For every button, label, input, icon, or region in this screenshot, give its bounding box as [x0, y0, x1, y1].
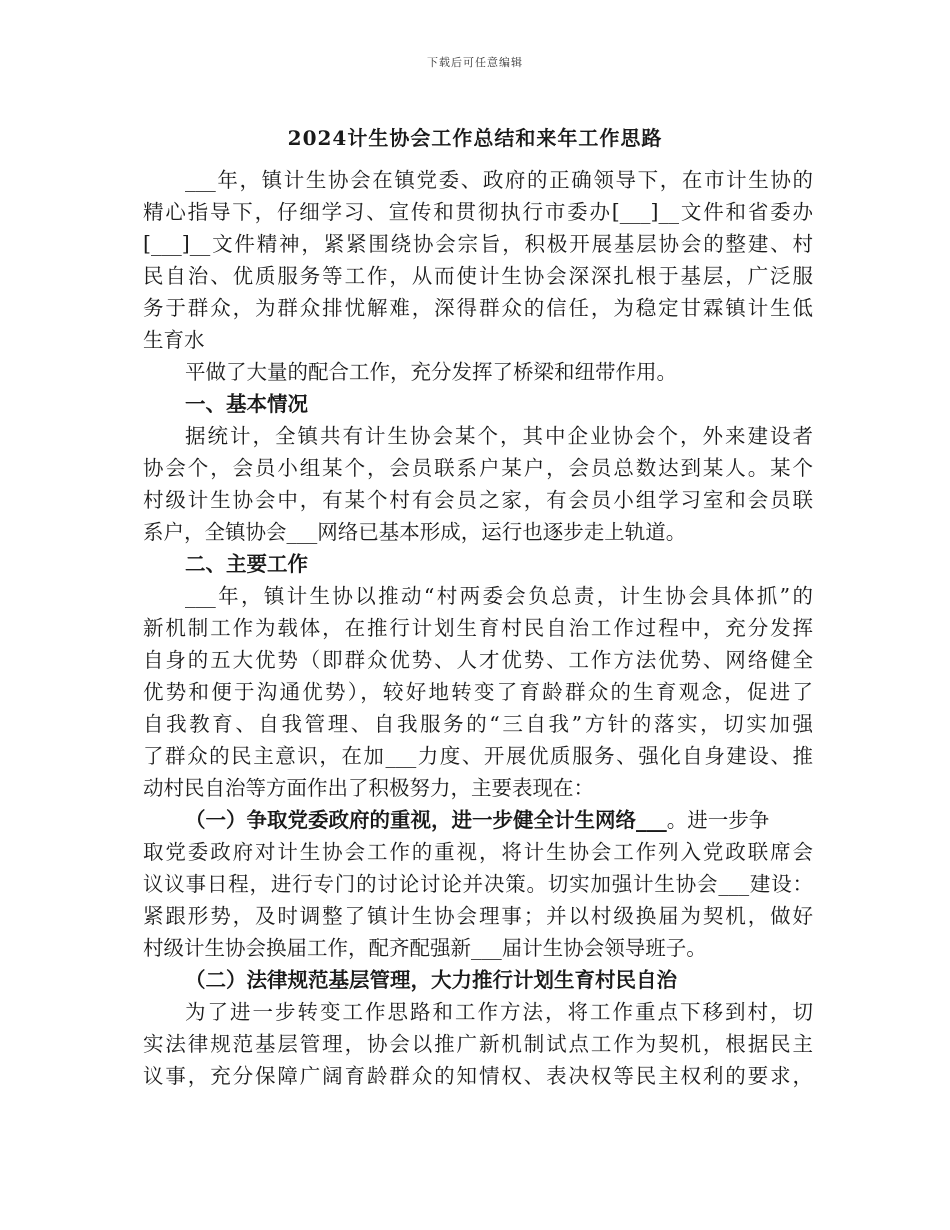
body-line: 协会个，会员小组某个，会员联系户某户，会员总数达到某人。某个	[143, 456, 813, 480]
body-line: 系户，全镇协会___网络已基本形成，运行也逐步走上轨道。	[143, 520, 687, 544]
subsection-2-heading: （二）法律规范基层管理，大力推行计划生育村民自治	[185, 968, 677, 992]
subsection-1-tail: 。进一步争	[666, 808, 770, 832]
body-line: 议事，充分保障广阔育龄群众的知情权、表决权等民主权利的要求，	[143, 1064, 813, 1088]
body-line: 优势和便于沟通优势），较好地转变了育龄群众的生育观念，促进了	[143, 680, 813, 704]
document-body	[143, 164, 813, 1092]
header-note: 下载后可任意编辑	[427, 56, 523, 69]
subsection-1-heading: （一）争取党委政府的重视，进一步健全计生网络___	[185, 808, 667, 832]
body-line: ___年，镇计生协以推动“村两委会负总责，计生协会具体抓”的	[185, 584, 813, 608]
body-line: 据统计，全镇共有计生协会某个，其中企业协会个，外来建设者	[185, 424, 813, 448]
body-line: ___年，镇计生协会在镇党委、政府的正确领导下，在市计生协的	[185, 168, 813, 192]
body-line: 紧跟形势，及时调整了镇计生协会理事；并以村级换届为契机，做好	[143, 904, 813, 928]
body-line: 精心指导下，仔细学习、宣传和贯彻执行市委办[___]__文件和省委办	[143, 200, 813, 224]
body-line: 村级计生协会换届工作，配齐配强新___届计生协会领导班子。	[143, 936, 707, 960]
document-title: 2024计生协会工作总结和来年工作思路	[287, 126, 663, 150]
body-line: 取党委政府对计生协会工作的重视，将计生协会工作列入党政联席会	[143, 840, 813, 864]
body-line: [___]__文件精神，紧紧围绕协会宗旨，积极开展基层协会的整建、村	[143, 232, 813, 256]
body-line: 为了进一步转变工作思路和工作方法，将工作重点下移到村，切	[185, 1000, 813, 1024]
body-line: 自身的五大优势（即群众优势、人才优势、工作方法优势、网络健全	[143, 648, 813, 672]
body-line: 务于群众，为群众排忧解难，深得群众的信任，为稳定甘霖镇计生低	[143, 296, 813, 320]
body-line: 生育水	[143, 328, 205, 352]
body-line: 实法律规范基层管理，协会以推广新机制试点工作为契机，根据民主	[143, 1032, 813, 1056]
body-line: 平做了大量的配合工作，充分发挥了桥梁和纽带作用。	[185, 360, 677, 384]
body-line: 议议事日程，进行专门的讨论讨论并决策。切实加强计生协会___建设：	[143, 872, 813, 896]
body-line: 新机制工作为载体，在推行计划生育村民自治工作过程中，充分发挥	[143, 616, 813, 640]
section-heading-main-work: 二、主要工作	[185, 552, 308, 576]
body-line: 了群众的民主意识，在加___力度、开展优质服务、强化自身建设、推	[143, 744, 813, 768]
body-line: 民自治、优质服务等工作，从而使计生协会深深扎根于基层，广泛服	[143, 264, 813, 288]
subsection-1-line	[143, 804, 813, 836]
body-line: 自我教育、自我管理、自我服务的“三自我”方针的落实，切实加强	[143, 712, 813, 736]
body-line: 村级计生协会中，有某个村有会员之家，有会员小组学习室和会员联	[143, 488, 813, 512]
body-line: 动村民自治等方面作出了积极努力，主要表现在：	[143, 776, 594, 800]
section-heading-basic: 一、基本情况	[185, 392, 308, 416]
